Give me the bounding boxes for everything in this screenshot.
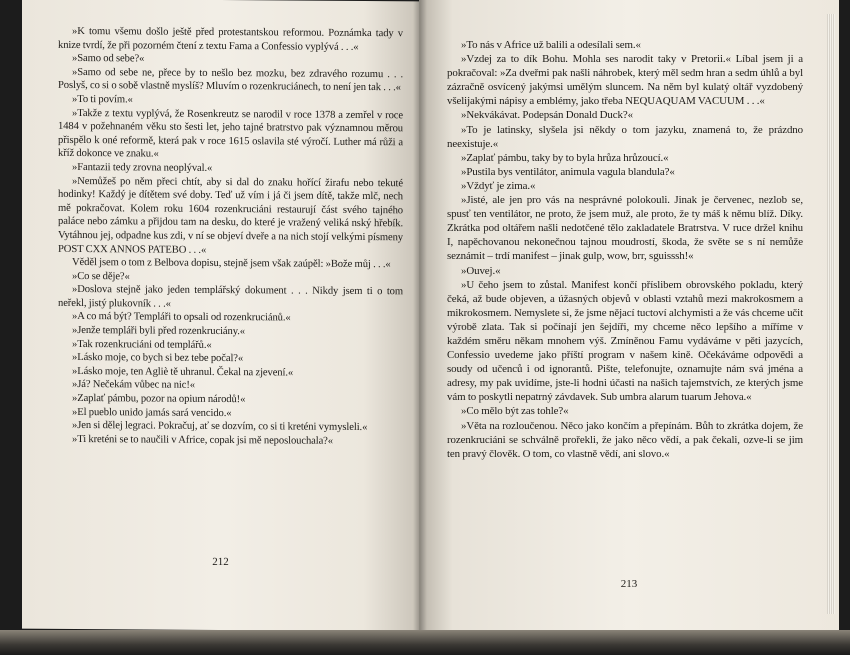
paragraph: »To ti povím.«: [72, 93, 133, 106]
paragraph: »Věta na rozloučenou. Něco jako končím a přepínám. Bůh to zkrátka dojem, že rozenkruciáni se schválně prořekli, že jako něco vědí, a pak čekali, ozve-li se jim ten pravý člověk. O tom, co vlastně vědí, ani slovo.«: [447, 419, 803, 460]
paragraph: »Zaplať pámbu, pozor na opium národů!«: [72, 392, 246, 406]
paragraph: »Fantazii tedy zrovna neoplýval.«: [72, 161, 213, 174]
paragraph: »Tak rozenkruciáni od templářů.«: [72, 338, 212, 351]
page-number: 212: [212, 555, 229, 569]
paragraph: »To je latinsky, slyšela jsi někdy o tom jazyku, znamená to, že prázdno neexistuje.«: [447, 123, 803, 150]
paragraph: »Takže z textu vyplývá, že Rosenkreutz se narodil v roce 1378 a zemřel v roce 1484 v požehnaném věku sto šesti let, jeho tajné bratrstvo pak významnou měrou přispělo k oné reformě, která pak v roce 1615 oslavila sté výročí. Luther má růži a kříž dokonce ve znaku.«: [58, 107, 403, 160]
book-gutter: [413, 0, 427, 630]
paragraph: »Samo od sebe?«: [72, 53, 145, 65]
right-page: [419, 0, 839, 630]
scan-background: [0, 630, 850, 655]
page-number: 213: [620, 578, 638, 590]
paragraph: »Jisté, ale jen pro vás na nesprávné polokouli. Jinak je červenec, nezlob se, spusť ten ventilátor, ne proto, že jsem muž, ale proto, že ty máš k němu blíž. Díky. Zkrátka pod oltářem našli nedotčené tělo zakladatele Bratrstva. V ruce držel knihu I, napěchovanou nekonečnou tajnou moudrostí, škoda, že světe se s ní nemůže seznámit – trdí manifest – jinak gulp, wow, brr, sguisssh!«: [447, 194, 803, 263]
paragraph: »Samo od sebe ne, přece by to nešlo bez mozku, bez zdravého rozumu . . . Poslyš, co si o sobě vlastně myslíš? Mluvím o rozenkruciánech, to není jen tak . . .«: [58, 66, 403, 94]
paragraph: Věděl jsem o tom z Belbova dopisu, stejně jsem však zaúpěl: »Bože můj . . .«: [72, 257, 391, 271]
paragraph: »Jenže templáři byli před rozenkruciány.«: [72, 325, 245, 338]
paragraph: »Doslova stejně jako jeden templářský dokument . . . Nikdy jsem ti o tom neřekl, jistý plukovník . . .«: [58, 284, 403, 310]
paragraph: »To nás v Africe už balili a odesílali sem.«: [461, 39, 641, 51]
paragraph: »Co se děje?«: [72, 270, 130, 283]
paragraph: »Nemůžeš po něm přeci chtít, aby si dal do znaku hořící žirafu nebo tekuté hodinky! Každý je dítětem své doby. Teď už vím i já či jsem dítě, takže mlč, nech mě pokračovat. Kolem roku 1604 rozenkruciáni restaurují část svého tajného paláce nebo zámku a přijdou tam na desku, do které je vražený veliká nský hřebík. Vytáhnou jej, odpadne kus zdi, v ní se objeví dveře a na nich stojí velkými písmeny POST CXX ANNOS PATEBO . . .«: [58, 175, 403, 256]
paragraph: »Pustila bys ventilátor, animula vagula blandula?«: [461, 165, 675, 178]
paragraph: »A co má být? Templáři to opsali od rozenkruciánů.«: [72, 311, 291, 324]
page-edges: [827, 14, 835, 614]
paragraph: »Vždyť je zima.«: [461, 179, 536, 192]
paragraph: »Nekvákávat. Podepsán Donald Duck?«: [461, 109, 633, 122]
left-page: [22, 0, 419, 631]
paragraph: »Já? Nečekám vůbec na nic!«: [72, 379, 195, 392]
paragraph: »K tomu všemu došlo ještě před protestantskou reformou. Poznámka tady v knize tvrdí, že při pozorném čtení z textu Fama a Confessio vyplývá . . .«: [58, 25, 403, 53]
paragraph: »Ti kreténi se to naučili v Africe, copak jsi mě neposlouchala?«: [72, 433, 333, 447]
paragraph: »U čeho jsem to zůstal. Manifest končí příslibem obrovského pokladu, který čeká, až bude objeven, a úžasných objevů v oblasti vztahů mezi makrokosmem a mikrokosmem. Nemyslete si, že jsme nějací tuctoví alchymisti a že vás chceme učit výrobě zlata. Tak si počínají jen šejdíři, my chceme něco lepšího a míříme v každém směru někam mnohem výš. Zmíněnou Famu vydáváme v pěti jazycích, Confessio uvedeme jako příští program v našem kině. Očekáváme odpovědi a soudy od učenců i od ignorantů. Pište, telefonujte, oznamujte nám svá jména a adresy, my pak uvidíme, jste-li hodni účasti na našich tajemstvích, ze kterých jsme vám to poskytli nepatrný závdavek. Sub umbra alarum tuarum Jehova.«: [447, 278, 803, 404]
book-spread: [22, 0, 842, 655]
right-page-text: [447, 38, 803, 461]
paragraph: »Jen si dělej legraci. Pokračuj, ať se dozvím, co si ti kreténi vymysleli.«: [72, 420, 368, 434]
paragraph: »Ouvej.«: [461, 264, 501, 277]
paragraph: »Vzdej za to dík Bohu. Mohla ses narodit taky v Pretorii.« Líbal jsem ji a pokračoval: »Za dveřmi pak našli náhrobek, který měl sedm hran a sedm úhlů a byl zázračně osvícený jakýmsi umělým sluncem. Na něm byl kulatý oltář vyzdobený všelijakými nápisy a emblémy, jako třeba NEQUAQUAM VACUUM . . .«: [447, 53, 803, 108]
paragraph: »Co mělo být zas tohle?«: [461, 405, 569, 418]
paragraph: »Lásko moje, ten Agliè tě uhranul. Čekal na zjevení.«: [72, 365, 294, 379]
left-page-text: [58, 25, 403, 449]
paragraph: »Zaplať pámbu, taky by to byla hrůza hrůzoucí.«: [461, 151, 669, 164]
paragraph: »Lásko moje, co bych si bez tebe počal?«: [72, 352, 244, 365]
paragraph: »El pueblo unido jamás sará vencido.«: [72, 406, 232, 419]
